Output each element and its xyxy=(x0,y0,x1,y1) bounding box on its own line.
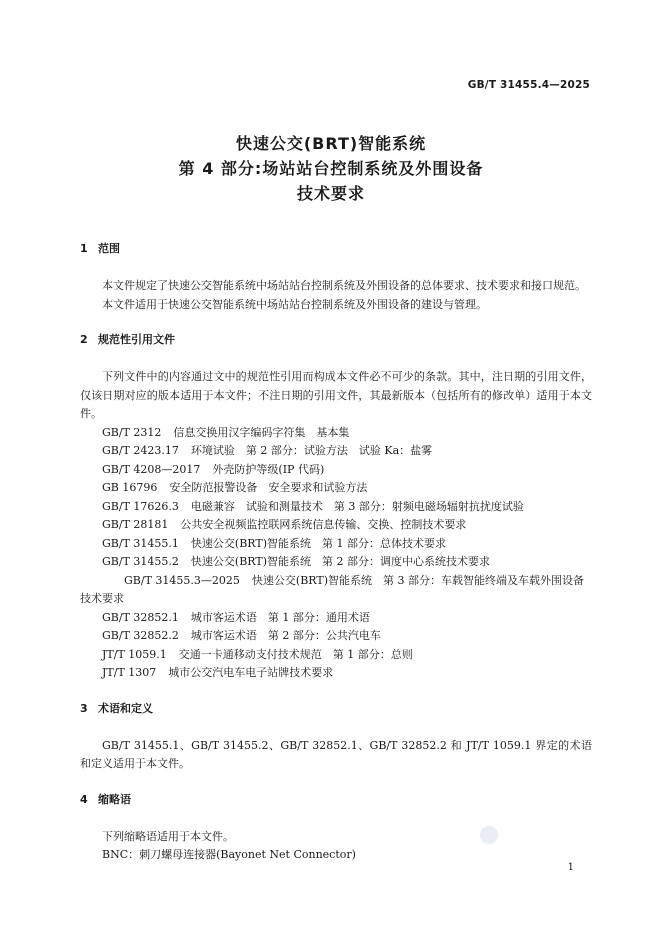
reference-item xyxy=(80,572,592,609)
reference-item xyxy=(80,627,592,646)
section-number: 4 xyxy=(80,792,88,806)
section-heading-scope xyxy=(80,241,592,257)
section-title: 缩略语 xyxy=(98,792,131,806)
reference-title: 环境试验 第 2 部分：试验方法 试验 Ka：盐雾 xyxy=(190,444,433,457)
title-line-2: 第 4 部分:场站站台控制系统及外围设备 xyxy=(178,159,484,178)
reference-code: GB/T 31455.2 xyxy=(102,555,179,568)
reference-code: GB/T 17626.3 xyxy=(102,499,179,513)
reference-item xyxy=(80,442,592,461)
reference-title: 城市客运术语 第 2 部分：公共汽电车 xyxy=(190,629,381,642)
reference-item xyxy=(80,664,592,683)
paragraph: 本文件适用于快速公交智能系统中场站站台控制系统及外围设备的建设与管理。 xyxy=(102,297,487,311)
paragraph: 本文件规定了快速公交智能系统中场站站台控制系统及外围设备的总体要求、技术要求和接口规范。 xyxy=(102,279,586,292)
paragraph: 下列文件中的内容通过文中的规范性引用而构成本文件必不可少的条款。其中，注日期的引用文件，仅该日期对应的版本适用于本文件；不注日期的引用文件，其最新版本（包括所有的修改单）适用于本文件。 xyxy=(80,370,592,420)
reference-title: 快速公交(BRT)智能系统 第 2 部分：调度中心系统技术要求 xyxy=(190,555,490,568)
reference-item xyxy=(80,609,592,628)
standard-code: GB/T 31455.4—2025 xyxy=(467,79,590,91)
page-number: 1 xyxy=(567,862,574,873)
reference-title: 公共安全视频监控联网系统信息传输、交换、控制技术要求 xyxy=(180,518,467,531)
reference-title: 信息交换用汉字编码字符集 基本集 xyxy=(173,425,350,439)
reference-code: GB 16796 xyxy=(102,481,158,494)
reference-item xyxy=(80,535,592,554)
section-number: 3 xyxy=(80,701,88,715)
title-line-1: 快速公交(BRT)智能系统 xyxy=(235,134,427,153)
reference-code: GB/T 32852.1 xyxy=(102,610,179,624)
reference-item xyxy=(80,516,592,535)
document-title xyxy=(0,131,662,206)
reference-code: JT/T 1307 xyxy=(102,666,157,679)
reference-item xyxy=(80,553,592,572)
reference-item xyxy=(80,646,592,665)
paragraph: BNC：刺刀螺母连接器(Bayonet Net Connector) xyxy=(102,848,356,861)
reference-title: 交通一卡通移动支付技术规范 第 1 部分：总则 xyxy=(178,647,413,661)
reference-code: GB/T 4208—2017 xyxy=(102,462,201,476)
title-line-3: 技术要求 xyxy=(296,184,365,203)
reference-title: 外壳防护等级(IP 代码) xyxy=(212,462,325,476)
document-body xyxy=(80,241,592,865)
paragraph: GB/T 31455.1、GB/T 31455.2、GB/T 32852.1、GB/T 32852.2 和 JT/T 1059.1 界定的术语和定义适用于本文件。 xyxy=(80,738,592,770)
reference-code: GB/T 31455.3—2025 xyxy=(124,573,240,587)
reference-item xyxy=(80,479,592,498)
section-heading-normative-references xyxy=(80,332,592,348)
section-number: 1 xyxy=(80,242,88,255)
section-title: 规范性引用文件 xyxy=(98,333,175,346)
reference-title: 安全防范报警设备 安全要求和试验方法 xyxy=(169,481,368,494)
reference-list xyxy=(80,424,592,683)
section-number: 2 xyxy=(80,333,88,346)
reference-code: GB/T 2312 xyxy=(102,425,162,439)
reference-item xyxy=(80,498,592,517)
section-heading-terms-definitions xyxy=(80,701,592,717)
reference-title: 城市公交汽电车电子站牌技术要求 xyxy=(168,666,334,679)
reference-code: JT/T 1059.1 xyxy=(102,647,167,661)
reference-title: 快速公交(BRT)智能系统 第 1 部分：总体技术要求 xyxy=(190,536,446,550)
section-title: 范围 xyxy=(98,242,120,255)
reference-title: 快速公交(BRT)智能系统 第 3 部分：车载智能终端及车载外围设备技术要求 xyxy=(80,573,584,605)
reference-title: 城市客运术语 第 1 部分：通用术语 xyxy=(190,610,370,624)
reference-item xyxy=(80,461,592,480)
reference-item xyxy=(80,424,592,443)
reference-title: 电磁兼容 试验和测量技术 第 3 部分：射频电磁场辐射抗扰度试验 xyxy=(190,499,524,513)
paragraph: 下列缩略语适用于本文件。 xyxy=(102,829,234,843)
reference-code: GB/T 28181 xyxy=(102,518,169,531)
reference-code: GB/T 31455.1 xyxy=(102,536,179,550)
reference-code: GB/T 2423.17 xyxy=(102,444,179,457)
section-title: 术语和定义 xyxy=(98,701,153,715)
section-heading-abbreviations xyxy=(80,792,592,808)
watermark-seal-icon xyxy=(480,826,498,844)
reference-code: GB/T 32852.2 xyxy=(102,629,179,642)
